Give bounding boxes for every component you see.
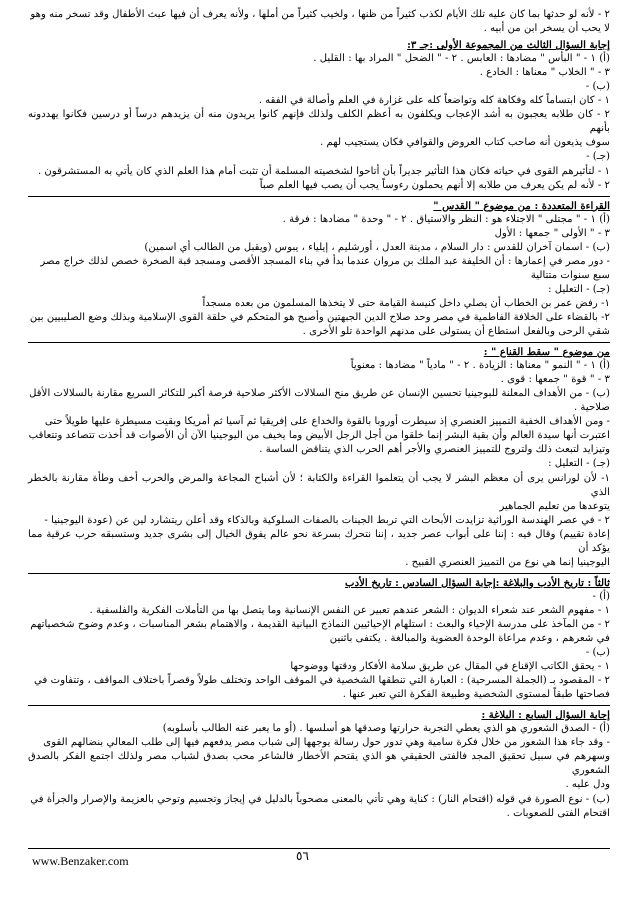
- page-number: ٥٦: [296, 849, 309, 863]
- text-line: ٢ - لأنه لم يكن يعرف من طلابه إلا أنهم يحملون رءوساً يجب أن يصب فيها العلم صباً: [259, 179, 610, 191]
- text-line: - دور مصر في إعمارها : أن الخليفة عبد الملك بن مروان عندما بدأ في بناء المسجد الأقصى ومسجد قبة الصخرة خصص لذلك خراج مصر: [40, 255, 610, 267]
- section-heading: [28, 38, 610, 52]
- text-line: (ب) - اسمان آخران للقدس : دار السلام ، مدينة العدل ، أورشليم ، إيلياء ، يبوس (ويقبل من الطالب أي اسمين): [144, 241, 610, 253]
- text-line: ٢ - من المآخذ على مدرسة الإحياء والبعث : استلهام الإحيائيين النماذج البيانية القديمة ، والاهتمام بشعر المناسبات ، وعدم وضوح شخصياتهم: [30, 618, 610, 630]
- section-heading-text: إجابة السؤال الثالث من المجموعة الأولى :جـ ٣:: [407, 39, 610, 52]
- text-line: اليوجينيا إنما هي نوع من التمييز العنصري القبيح .: [405, 556, 610, 568]
- text-line: (أ) - الصدق الشعوري هو الذي يعطي التجربة حرارتها وصدقها هو أسلسها . (أو ما يعبر عنه الطالب بأسلوبه): [162, 723, 610, 735]
- text-line: ١ - كان ابتساماً كله وفكاهة كله وتواضعاً كله على غزارة في العلم وأصالة في الفقه .: [258, 95, 610, 107]
- section-heading-text: إجابة السؤال السابع : البلاغة :: [481, 709, 610, 722]
- text-line: (أ) ١ - " النمو " معناها : الزيادة . ٢ - " مادياً " مضادها : معنوياً: [350, 360, 610, 372]
- text-line: (أ) ١ - " البأس " مضادها : العابس . ٢ - " الضحل " المراد بها : القليل .: [313, 53, 610, 65]
- section-heading-text: القراءة المتعددة : من موضوع " القدس ": [433, 199, 610, 212]
- text-line: (جـ) - التعليل :: [548, 283, 610, 295]
- footer-website[interactable]: www.Benzaker.com: [32, 854, 129, 868]
- text-line: شقي الرحى وبالفعل استطاع أن يستولى على مدنهم الواحدة تلو الأخرى .: [302, 326, 610, 338]
- section-heading: [28, 199, 610, 213]
- text-line: ١- لأن لورانس يرى أن معظم البشر لا يجب أن يتعلموا القراءة والكتابة ؛ لأن أشباح المجاعة والمرض والحرب أخف وطأة مقارنة بالخطر الذي: [28, 472, 610, 498]
- section-heading: [28, 576, 610, 590]
- text-line: لا يحب أن يسخر ابن من أبيه .: [483, 23, 610, 35]
- answer-key-body: [28, 8, 610, 821]
- text-line: سبع سنوات متتالية: [530, 269, 610, 281]
- text-line: (أ) -: [592, 590, 610, 602]
- text-line: (ب) -: [585, 81, 610, 93]
- text-line: ١ - يحقق الكاتب الإقناع في المقال عن طريق سلامة الأفكار ودقتها ووضوحها: [290, 661, 610, 673]
- text-line: (جـ) -: [586, 151, 610, 163]
- text-line: (أ) ١ - " مجتلى " الاجتلاء هو : النظر والاستياق . ٢ - " وحدة " مضادها : فرقة .: [282, 213, 610, 225]
- text-line: سوف يذيعون أنه صاحب كتاب العروض والقوافي فكان يستجيب لهم .: [320, 137, 610, 149]
- text-line: يتوعدها من تعليم الجماهير: [499, 500, 610, 512]
- section-heading: [28, 345, 610, 359]
- section-heading: [28, 708, 610, 722]
- text-line: ودل عليه .: [565, 779, 610, 791]
- text-line: - ومن الأهداف الخفية التمييز العنصري إذ سيطرت أوروبا بالقوة والخداع على إفريقيا ثم آسيا ثم أمريكا وبقيت مسيطرة عليها طويلاً حتى: [44, 416, 610, 428]
- text-line: صلاحية .: [573, 402, 610, 414]
- text-line: وتيزايد لتبعث ذلك ولتروج للتمييز العنصري والأجر أهم الحرب الذي يتناقض الساسة .: [259, 444, 610, 456]
- text-line: ٢ - المقصود بـ (الجملة المسرحية) : العبارة التي تنطقها الشخصية في الموقف الواحد وتختلف طولاً وقصراً باختلاف المواقف ، وتتفاوت في: [34, 675, 610, 687]
- text-line: ٢ - في عصر الهندسة الوراثية تزايدت الأبحاث التي تربط الجينات بالصفات السلوكية وبالذكاء وقد أعلن ريتشارد لين عن (عودة اليوجينيا -: [44, 514, 610, 526]
- text-line: ١ - مفهوم الشعر عند شعراء الديوان : الشعر عندهم تعبير عن النفس الإنسانية وما يتصل بها من التأملات الفكرية والفلسفية .: [89, 604, 610, 616]
- text-line: (ب) - من الأهداف المعلنة للبوجينيا تحسين الإنسان عن طريق منح السلالات الأكثر صلاحية فرصة أكبر للتكاثر السريع مقارنة بالسلالات الأقل: [29, 388, 610, 400]
- text-line: ١ - لتأثيرهم القوى في حياته فكان هذا التأثير جديراً بأن أتاحوا لشخصيته المسلمة أن تثبت أمام هذا العلم الذي كان يأتي به المستشرقون .: [37, 165, 610, 177]
- text-line: ٣ - " الخلاب " معناها : الخادع .: [479, 67, 610, 79]
- text-line: (جـ) - التعليل :: [548, 458, 610, 470]
- text-line: (ب) -: [585, 647, 610, 659]
- section-divider: [28, 196, 610, 197]
- text-line: ٢ - كان طلابه يعجبون به أشد الإعجاب ويكلفون به أعظم الكلف ولذلك فإنهم كانوا يريدون منه أن يزيدهم درساً أو درسين فكانوا يهددونه بأنهم: [28, 109, 610, 135]
- section-heading-text: من موضوع " سقط القناع " :: [483, 346, 610, 359]
- text-line: ٢- بالقضاء على الخلافة الفاطمية في مصر وحد صلاح الدين الجبهتين وأصبح هو المتحكم في حلقة القوى الإسلامية وبذلك وضع الصليبيين بين: [29, 311, 610, 323]
- text-line: اعتبرت أنها سيدة العالم وأن بقية البشر إنما خلقوا من أجل الرجل الأبيض وما يخيف من اليوجينيا الآن أن الأصوات قد أخذت تتصاعد وتتعاقب: [28, 430, 610, 442]
- section-divider: [28, 573, 610, 574]
- section-divider: [28, 705, 610, 706]
- text-line: ٢ - لأنه لو حدثها بما كان عليه تلك الأيام لكذب كثيراً من ظنها ، ولخيب كثيراً من أملها ، ولأنه يعرف أن فيها عبث الأطفال وقد تسخر منه وهو: [30, 9, 610, 20]
- text-line: - وقد جاء هذا الشعور من خلال فكرة سامية وهي تدور حول رسالة يوجهها إلى شباب مصر يدفعهم فيها إلى طلب المعالي بنضالهم القوى: [43, 737, 610, 749]
- text-line: إعادة تقييم) وقال فيه : إننا على أبواب عصر جديد ، إننا نتحرك بسرعة نحو عالم يفوق الخيال إلى بشرى جديد وستسبقه حرب عرقية مما يؤكد أن: [28, 528, 610, 554]
- text-line: ٣ - " الأولى " جمعها : الأول: [494, 227, 610, 239]
- text-line: (ب) - نوع الصورة في قوله (اقتحام النار) : كناية وهي تأتي بالمعنى مصحوباً بالدليل في إيجاز وتجسيم وتوحي بالعزيمة والإصرار والجرأة في: [30, 793, 610, 805]
- text-line: فصاحتها طبقاً لمستوى الشخصية وطبيعة الفكرة التي تعبر عنها .: [342, 689, 610, 701]
- text-line: اقتحام الفتى للصعوبات .: [506, 807, 610, 819]
- text-line: ١- رفض عمر بن الخطاب أن يصلي داخل كنيسة القيامة حتى لا يتخذها المسلمون من بعده مسجداً: [202, 297, 610, 309]
- text-line: في شعرهم ، وعدم مراعاة الوحدة العضوية والمبالغة . يكتفى باثنين: [329, 633, 610, 645]
- footer-divider: [28, 848, 610, 849]
- section-divider: [28, 342, 610, 343]
- text-line: ٣ - " قوة " جمعها : قوى .: [500, 374, 610, 386]
- section-heading-text: ثالثاً : تاريخ الأدب والبلاغة :إجابة السؤال السادس : تاريخ الأدب: [345, 576, 610, 589]
- text-line: وسهرهم في سبيل تحقيق المجد فالفتى الحقيقي هو الذي يقتحم الأخطار فالشاعر محب بصدق لشباب مصر ولذلك اجتمع الفكر بالصدق الشعوري: [28, 751, 610, 777]
